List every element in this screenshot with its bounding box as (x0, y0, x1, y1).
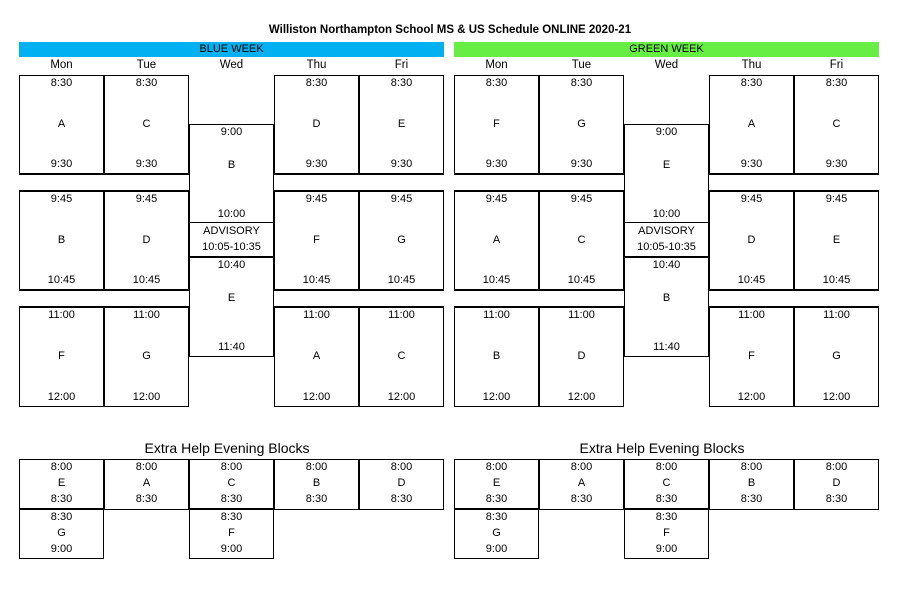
wed-block-letter-2: B (662, 292, 671, 304)
extra-end-time: 9:00 (485, 543, 508, 555)
extra-end-time: 8:30 (50, 493, 73, 505)
block-letter: A (312, 350, 321, 362)
extra-start-time: 8:00 (825, 461, 848, 473)
block-start-time: 9:45 (390, 193, 413, 205)
day-header-thu: Thu (306, 59, 327, 71)
extra-help-title: Extra Help Evening Blocks (144, 440, 310, 456)
block-end-time: 10:45 (737, 274, 766, 286)
block-start-time: 8:30 (135, 77, 158, 89)
block-end-time: 9:30 (740, 158, 763, 170)
week-header-green: GREEN WEEK (454, 42, 879, 57)
block-end-time: 10:45 (822, 274, 851, 286)
block-letter: D (312, 117, 321, 130)
extra-start-time: 8:00 (740, 461, 763, 473)
block-letter: A (492, 233, 501, 246)
block-end-time: 12:00 (47, 391, 76, 403)
block-start-time: 11:00 (568, 309, 595, 321)
block-letter: C (577, 233, 586, 246)
block-letter: A (747, 117, 756, 130)
extra-start-time: 8:00 (135, 461, 158, 473)
day-header-tue: Tue (136, 59, 157, 71)
wed-start-time-1: 9:00 (220, 126, 243, 138)
block-start-time: 9:45 (305, 193, 328, 205)
block-letter: C (832, 117, 841, 130)
block-start-time: 11:00 (823, 309, 850, 321)
block-end-time: 9:30 (825, 158, 848, 170)
break-bar (274, 290, 444, 307)
wed-advisory-label: ADVISORY (638, 225, 695, 237)
extra-end-time: 8:30 (135, 493, 158, 505)
extra-end-time: 9:00 (655, 543, 678, 555)
block-letter: G (577, 117, 586, 130)
extra-start-time: 8:30 (655, 511, 678, 523)
extra-block-letter: A (142, 477, 151, 489)
extra-block-letter: A (577, 477, 586, 489)
day-header-fri: Fri (394, 59, 409, 71)
wed-start-time-1: 9:00 (655, 126, 678, 138)
extra-end-time: 8:30 (485, 493, 508, 505)
block-letter: B (492, 350, 501, 362)
wed-end-time-1: 10:00 (652, 208, 681, 220)
block-end-time: 10:45 (47, 274, 76, 286)
block-end-time: 12:00 (822, 391, 851, 403)
block-letter: C (142, 117, 151, 130)
extra-block-letter: D (397, 477, 406, 489)
block-start-time: 9:45 (740, 193, 763, 205)
block-start-time: 8:30 (485, 77, 508, 89)
wed-block-letter-1: E (662, 159, 671, 171)
block-letter: G (397, 233, 406, 246)
wed-block-letter-2: E (227, 292, 236, 304)
extra-start-time: 8:30 (220, 511, 243, 523)
block-start-time: 9:45 (485, 193, 508, 205)
block-end-time: 12:00 (737, 391, 766, 403)
block-letter: G (832, 350, 841, 362)
extra-block-letter: B (747, 477, 756, 489)
extra-start-time: 8:00 (50, 461, 73, 473)
block-start-time: 9:45 (135, 193, 158, 205)
block-end-time: 9:30 (570, 158, 593, 170)
extra-end-time: 8:30 (305, 493, 328, 505)
extra-block-letter: F (663, 527, 670, 539)
block-end-time: 12:00 (387, 391, 416, 403)
block-end-time: 10:45 (302, 274, 331, 286)
block-start-time: 9:45 (50, 193, 73, 205)
extra-start-time: 8:00 (220, 461, 243, 473)
block-end-time: 10:45 (387, 274, 416, 286)
extra-end-time: 8:30 (825, 493, 848, 505)
block-end-time: 12:00 (567, 391, 596, 403)
break-bar (454, 290, 624, 307)
block-start-time: 11:00 (483, 309, 510, 321)
day-header-thu: Thu (741, 59, 762, 71)
break-bar (709, 174, 879, 191)
break-bar (19, 174, 189, 191)
extra-end-time: 8:30 (655, 493, 678, 505)
block-letter: F (748, 350, 755, 362)
day-header-wed: Wed (654, 59, 679, 71)
extra-row-divider (454, 509, 879, 510)
extra-block-letter: E (57, 477, 66, 489)
block-start-time: 11:00 (388, 309, 415, 321)
block-letter: F (58, 350, 65, 362)
block-letter: B (57, 233, 66, 246)
block-end-time: 12:00 (302, 391, 331, 403)
block-end-time: 9:30 (135, 158, 158, 170)
day-header-mon: Mon (50, 59, 73, 71)
block-end-time: 10:45 (482, 274, 511, 286)
block-letter: F (313, 233, 320, 246)
day-header-tue: Tue (571, 59, 592, 71)
block-start-time: 9:45 (570, 193, 593, 205)
wed-end-time-2: 11:40 (653, 341, 680, 353)
block-start-time: 8:30 (570, 77, 593, 89)
extra-start-time: 8:00 (570, 461, 593, 473)
wed-end-time-2: 11:40 (218, 341, 245, 353)
block-letter: E (832, 233, 841, 246)
block-letter: D (577, 350, 586, 362)
extra-block-letter: E (492, 477, 501, 489)
block-start-time: 11:00 (48, 309, 75, 321)
wed-advisory-divider (624, 222, 709, 223)
block-end-time: 10:45 (132, 274, 161, 286)
extra-row-divider (19, 509, 444, 510)
break-bar (19, 290, 189, 307)
wed-end-time-1: 10:00 (217, 208, 246, 220)
block-letter: E (397, 117, 406, 130)
block-letter: F (493, 117, 500, 130)
block-end-time: 12:00 (132, 391, 161, 403)
extra-block-letter: C (227, 477, 236, 489)
day-header-mon: Mon (485, 59, 508, 71)
wed-start-time-2: 10:40 (652, 259, 681, 271)
block-end-time: 9:30 (390, 158, 413, 170)
block-end-time: 10:45 (567, 274, 596, 286)
page-title: Williston Northampton School MS & US Schedule ONLINE 2020-21 (268, 24, 632, 36)
extra-block-letter: C (662, 477, 671, 489)
block-end-time: 9:30 (485, 158, 508, 170)
break-bar (454, 174, 624, 191)
block-start-time: 8:30 (50, 77, 73, 89)
day-header-fri: Fri (829, 59, 844, 71)
extra-start-time: 8:00 (390, 461, 413, 473)
block-start-time: 8:30 (390, 77, 413, 89)
extra-end-time: 8:30 (570, 493, 593, 505)
block-start-time: 8:30 (740, 77, 763, 89)
block-letter: C (397, 350, 406, 362)
block-end-time: 9:30 (305, 158, 328, 170)
extra-block-letter: G (57, 527, 66, 539)
extra-end-time: 8:30 (740, 493, 763, 505)
block-start-time: 11:00 (738, 309, 765, 321)
block-start-time: 9:45 (825, 193, 848, 205)
block-letter: G (142, 350, 151, 362)
block-start-time: 8:30 (305, 77, 328, 89)
extra-start-time: 8:30 (50, 511, 73, 523)
block-letter: A (57, 117, 66, 130)
break-bar (709, 290, 879, 307)
extra-help-title: Extra Help Evening Blocks (579, 440, 745, 456)
block-end-time: 12:00 (482, 391, 511, 403)
day-header-wed: Wed (219, 59, 244, 71)
extra-start-time: 8:00 (655, 461, 678, 473)
block-start-time: 11:00 (133, 309, 160, 321)
extra-end-time: 8:30 (220, 493, 243, 505)
extra-block-letter: F (228, 527, 235, 539)
wed-advisory-divider (189, 222, 274, 223)
wed-start-time-2: 10:40 (217, 259, 246, 271)
wed-advisory-time: 10:05-10:35 (637, 241, 696, 253)
block-end-time: 9:30 (50, 158, 73, 170)
wed-advisory-label: ADVISORY (203, 225, 260, 237)
block-start-time: 8:30 (825, 77, 848, 89)
extra-end-time: 9:00 (220, 543, 243, 555)
extra-start-time: 8:30 (485, 511, 508, 523)
week-header-blue: BLUE WEEK (19, 42, 444, 57)
extra-block-letter: B (312, 477, 321, 489)
extra-block-letter: G (492, 527, 501, 539)
block-letter: D (747, 233, 756, 246)
extra-end-time: 9:00 (50, 543, 73, 555)
extra-block-letter: D (832, 477, 841, 489)
extra-start-time: 8:00 (485, 461, 508, 473)
extra-start-time: 8:00 (305, 461, 328, 473)
break-bar (274, 174, 444, 191)
block-letter: D (142, 233, 151, 246)
extra-end-time: 8:30 (390, 493, 413, 505)
block-start-time: 11:00 (303, 309, 330, 321)
wed-advisory-time: 10:05-10:35 (202, 241, 261, 253)
wed-block-letter-1: B (227, 159, 236, 171)
